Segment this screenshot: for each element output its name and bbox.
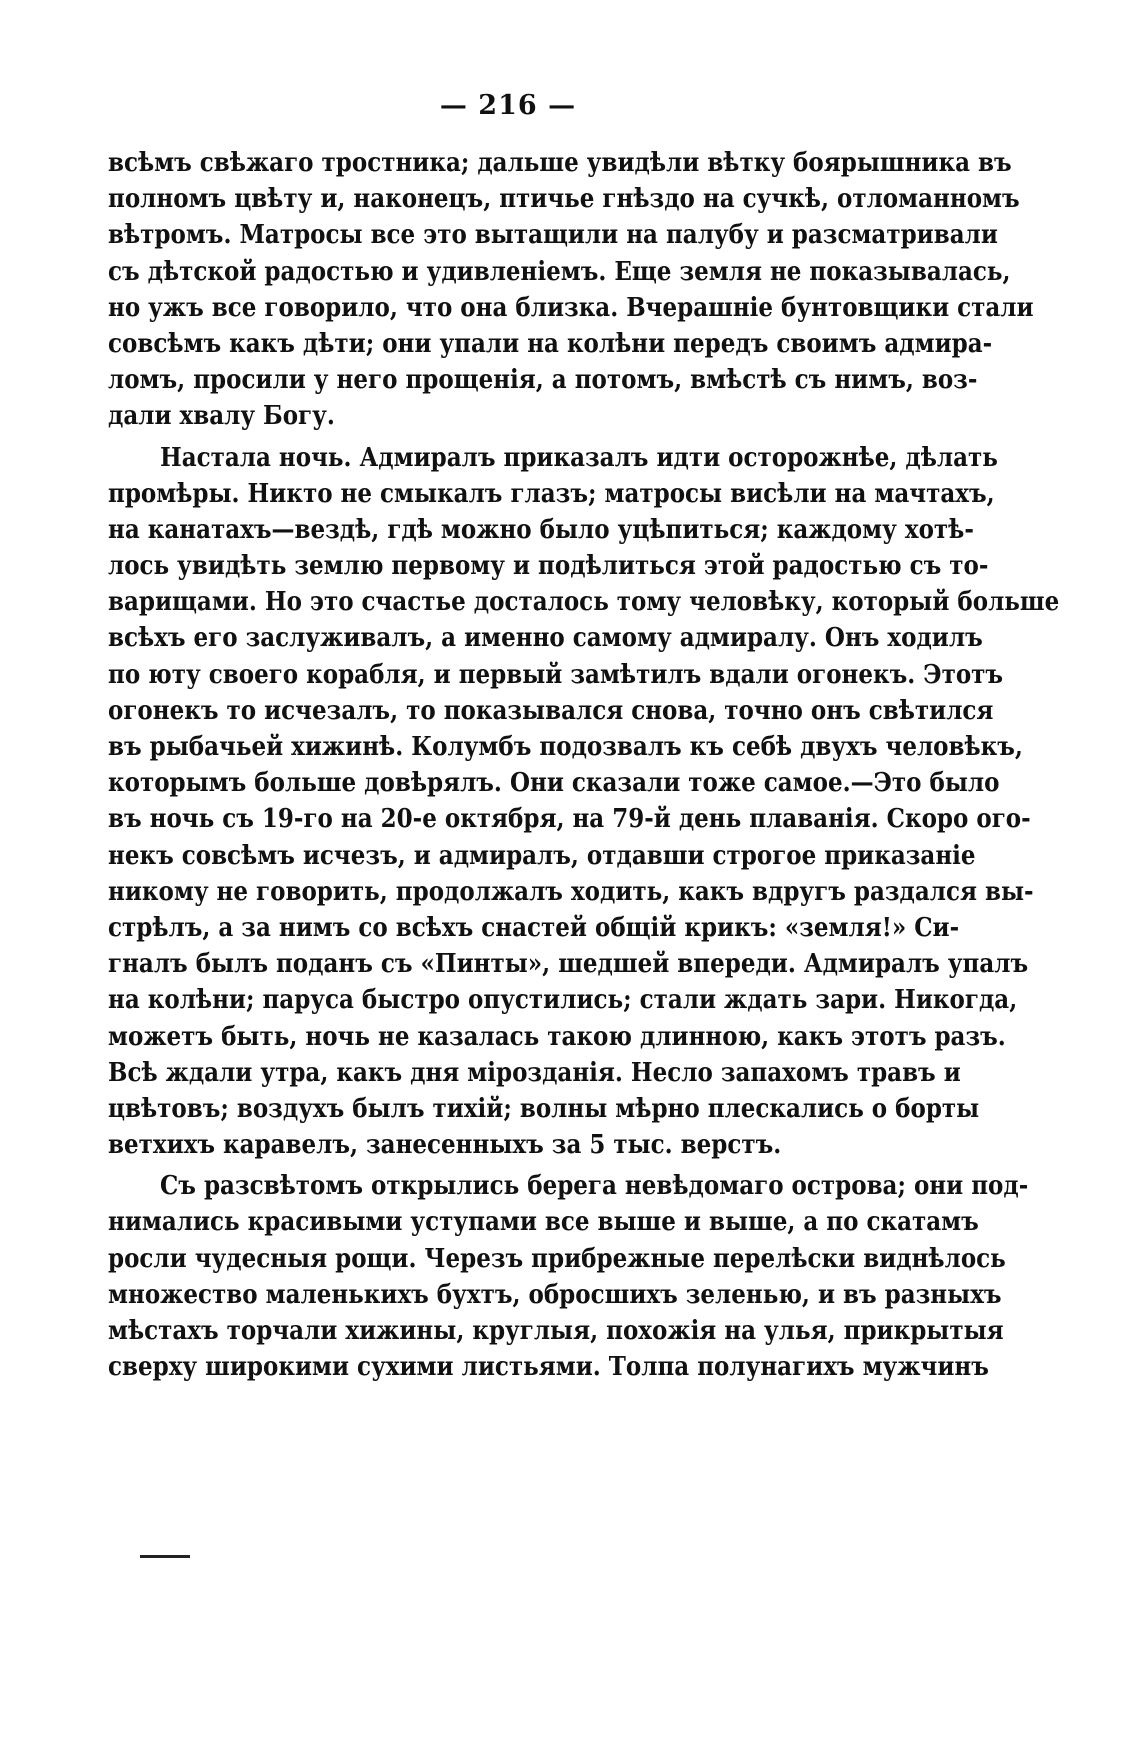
- text-line: никому не говорить, продолжалъ ходить, какъ вдругъ раздался вы-: [108, 876, 1034, 907]
- text-line: мѣстахъ торчали хижины, круглыя, похожія на улья, прикрытыя: [108, 1315, 1004, 1346]
- paragraph-1: [108, 145, 1034, 435]
- text-line: съ дѣтской радостью и удивленіемъ. Еще земля не показывалась,: [108, 255, 1011, 287]
- page-number: — 216 —: [439, 90, 577, 121]
- text-line: всѣхъ его заслуживалъ, а именно самому адмиралу. Онъ ходилъ: [108, 622, 983, 653]
- text-line: лось увидѣть землю первому и подѣлиться этой радостью съ то-: [108, 550, 989, 581]
- paragraph-3: [108, 1168, 1029, 1385]
- text-line: полномъ цвѣту и, наконецъ, птичье гнѣздо на сучкѣ, отломанномъ: [108, 183, 1020, 214]
- footer-rule: [140, 1555, 190, 1558]
- text-line: стрѣлъ, а за нимъ со всѣхъ снастей общій крикъ: «земля!» Си-: [108, 912, 960, 943]
- text-line: вѣтромъ. Матросы все это вытащили на палубу и разсматривали: [108, 219, 998, 250]
- text-line: варищами. Но это счастье досталось тому человѣку, который больше: [108, 586, 1060, 617]
- text-line: ломъ, просили у него прощенія, а потомъ, вмѣстѣ съ нимъ, воз-: [108, 364, 978, 395]
- text-line: нимались красивыми уступами все выше и выше, а по скатамъ: [108, 1206, 979, 1237]
- text-line: цвѣтовъ; воздухъ былъ тихій; волны мѣрно плескались о борты: [108, 1093, 980, 1124]
- body-text: [108, 145, 1060, 1385]
- text-line: сверху широкими сухими листьями. Толпа полунагихъ мужчинъ: [108, 1351, 989, 1382]
- text-line: Съ разсвѣтомъ открылись берега невѣдомаго острова; они под-: [160, 1170, 1029, 1201]
- text-line: но ужъ все говорило, что она близка. Вчерашніе бунтовщики стали: [108, 292, 1034, 323]
- text-line: гналъ былъ поданъ съ «Пинты», шедшей впереди. Адмиралъ упалъ: [108, 948, 1029, 979]
- text-line: которымъ больше довѣрялъ. Они сказали тоже самое.—Это было: [108, 767, 1000, 798]
- text-line: дали хвалу Богу.: [108, 400, 335, 431]
- text-line: Всѣ ждали утра, какъ дня мірозданія. Несло запахомъ травъ и: [108, 1056, 961, 1088]
- text-line: огонекъ то исчезалъ, то показывался снова, точно онъ свѣтился: [108, 695, 994, 726]
- text-line: Настала ночь. Адмиралъ приказалъ идти осторожнѣе, дѣлать: [160, 441, 998, 473]
- text-line: въ рыбачьей хижинѣ. Колумбъ подозвалъ къ себѣ двухъ человѣкъ,: [108, 731, 1023, 762]
- text-line: совсѣмъ какъ дѣти; они упали на колѣни передъ своимъ адмира-: [108, 328, 993, 359]
- text-line: некъ совсѣмъ исчезъ, и адмиралъ, отдавши строгое приказаніе: [108, 839, 976, 871]
- text-line: множество маленькихъ бухтъ, обросшихъ зеленью, и въ разныхъ: [108, 1279, 1002, 1310]
- paragraph-2: [108, 440, 1060, 1164]
- text-line: можетъ быть, ночь не казалась такою длинною, какъ этотъ разъ.: [108, 1020, 1006, 1052]
- text-line: на канатахъ—вездѣ, гдѣ можно было уцѣпиться; каждому хотѣ-: [108, 514, 974, 545]
- text-line: промѣры. Никто не смыкалъ глазъ; матросы висѣли на мачтахъ,: [108, 477, 995, 509]
- text-line: въ ночь съ 19-го на 20-е октября, на 79-й день плаванія. Скоро ого-: [108, 803, 1031, 834]
- text-line: росли чудесныя рощи. Черезъ прибрежные перелѣски виднѣлось: [108, 1242, 1006, 1274]
- text-line: ветхихъ каравелъ, занесенныхъ за 5 тыс. верстъ.: [108, 1129, 782, 1160]
- text-line: по юту своего корабля, и первый замѣтилъ вдали огонекъ. Этотъ: [108, 658, 1004, 690]
- text-line: всѣмъ свѣжаго тростника; дальше увидѣли вѣтку боярышника въ: [108, 147, 1012, 178]
- text-line: на колѣни; паруса быстро опустились; стали ждать зари. Никогда,: [108, 984, 1018, 1015]
